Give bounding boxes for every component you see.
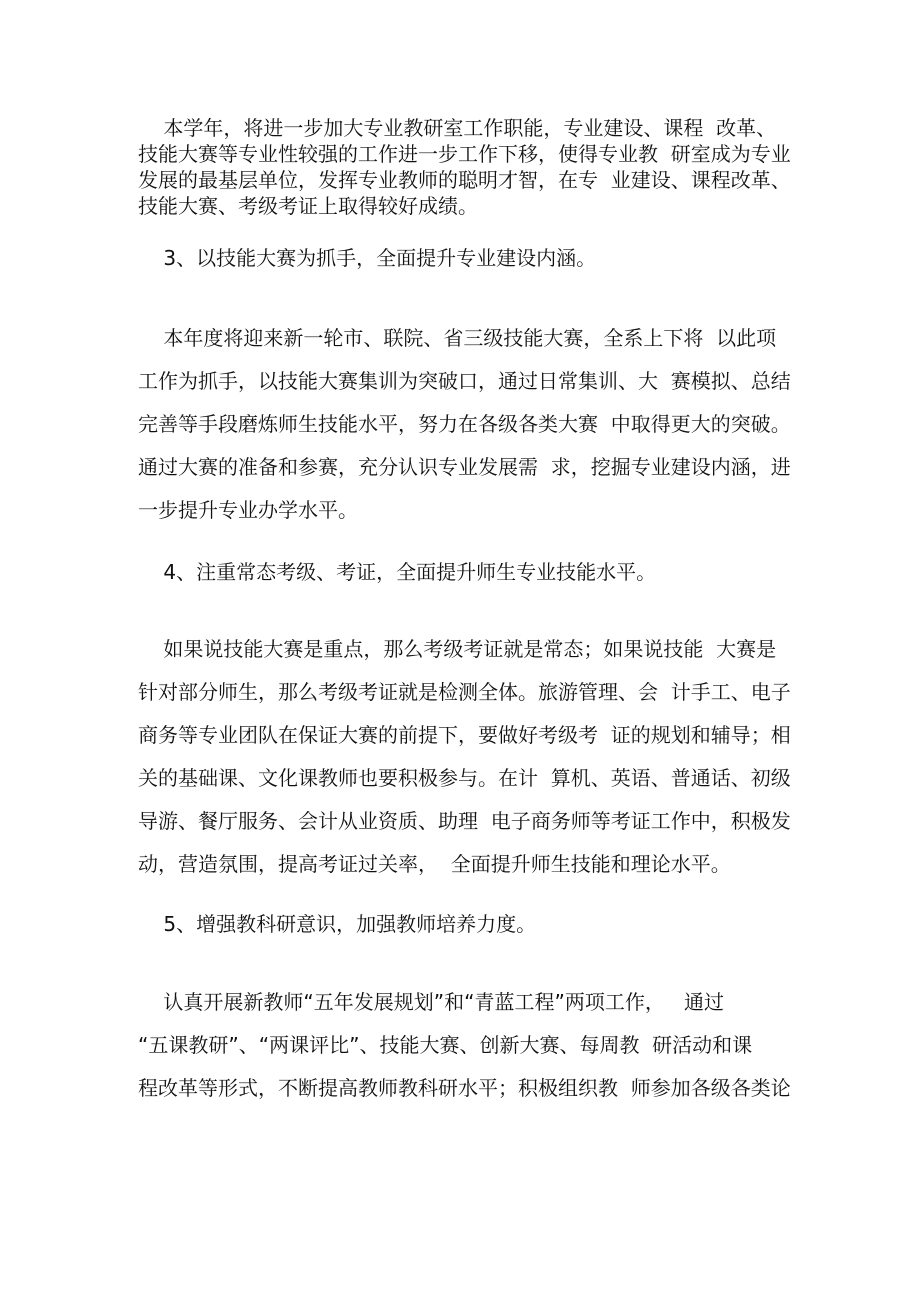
section-heading-5: 5、增强教科研意识，加强教师培养力度。: [138, 912, 537, 936]
paragraph-line: 发展的最基层单位，发挥专业教师的聪明才智，在专 业建设、课程改革、: [138, 168, 791, 192]
paragraph-line: 动，营造氛围，提高考证过关率， 全面提升师生技能和理论水平。: [138, 852, 731, 876]
paragraph-line: 工作为抓手，以技能大赛集训为突破口，通过日常集训、大 赛模拟、总结: [138, 369, 791, 393]
section-heading-4: 4、注重常态考级、考证，全面提升师生专业技能水平。: [138, 560, 657, 584]
paragraph-line: 技能大赛、考级考证上取得较好成绩。: [138, 194, 478, 218]
section-heading-3: 3、以技能大赛为抓手，全面提升专业建设内涵。: [138, 246, 597, 270]
paragraph-line: 针对部分师生，那么考级考证就是检测全体。旅游管理、会 计手工、电子: [138, 680, 791, 704]
paragraph-line: “五课教研”、“两课评比”、技能大赛、创新大赛、每周教 研活动和课: [138, 1033, 753, 1057]
paragraph-line: 导游、餐厅服务、会计从业资质、助理 电子商务师等考证工作中，积极发: [138, 809, 791, 833]
paragraph-line: 认真开展新教师“五年发展规划”和“青蓝工程”两项工作， 通过: [138, 990, 724, 1014]
paragraph-line: 一步提升专业办学水平。: [138, 498, 358, 522]
paragraph-line: 程改革等形式，不断提高教师教科研水平；积极组织教 师参加各级各类论: [138, 1076, 791, 1100]
paragraph-line: 本学年，将进一步加大专业教研室工作职能，专业建设、课程 改革、: [138, 116, 777, 140]
paragraph-line: 完善等手段磨炼师生技能水平，努力在各级各类大赛 中取得更大的突破。: [138, 412, 791, 436]
paragraph-line: 技能大赛等专业性较强的工作进一步工作下移，使得专业教 研室成为专业: [138, 142, 791, 166]
paragraph-line: 本年度将迎来新一轮市、联院、省三级技能大赛，全系上下将 以此项: [138, 326, 777, 350]
paragraph-line: 如果说技能大赛是重点，那么考级考证就是常态；如果说技能 大赛是: [138, 637, 777, 661]
paragraph-line: 商务等专业团队在保证大赛的前提下，要做好考级考 证的规划和辅导；相: [138, 723, 791, 747]
paragraph-line: 通过大赛的准备和参赛，充分认识专业发展需 求，挖掘专业建设内涵，进: [138, 455, 791, 479]
paragraph-line: 关的基础课、文化课教师也要积极参与。在计 算机、英语、普通话、初级: [138, 766, 791, 790]
